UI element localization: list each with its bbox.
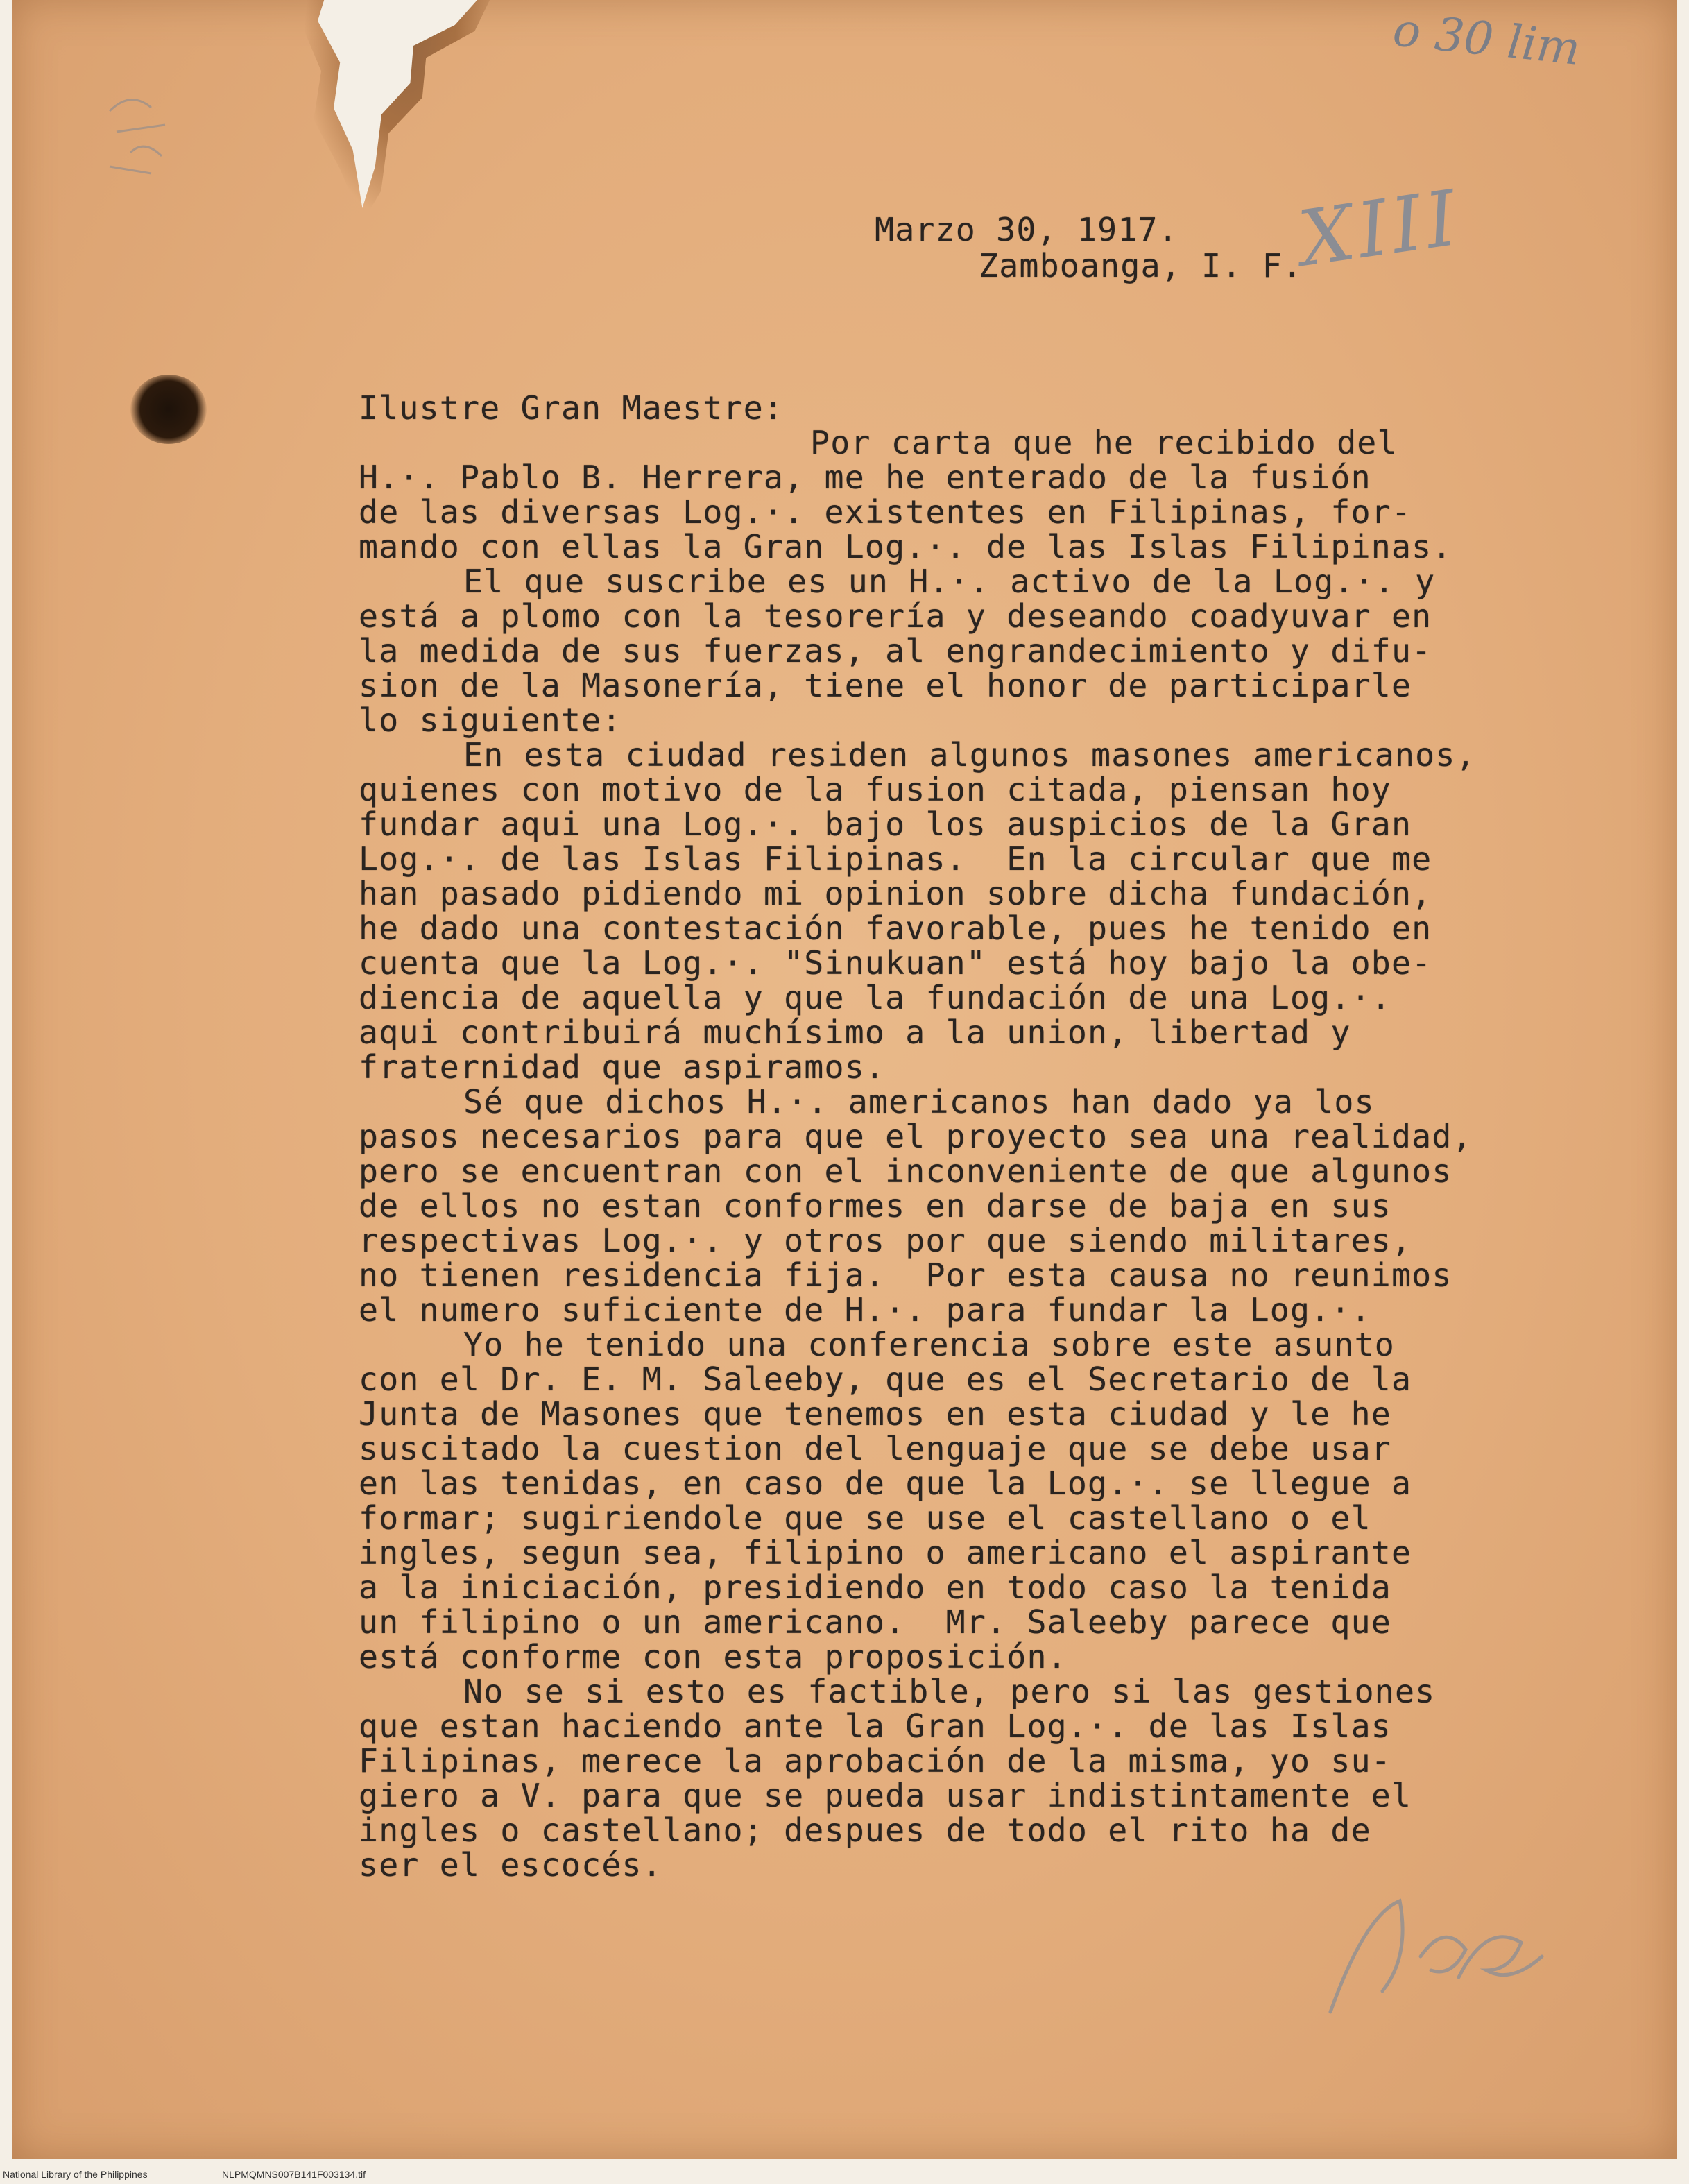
body-line: fraternidad que aspiramos. <box>359 1048 886 1086</box>
body-line: que estan haciendo ante la Gran Log.·. de las Islas <box>359 1707 1391 1745</box>
body-line: diencia de aquella y que la fundación de una Log.·. <box>359 979 1391 1016</box>
body-line: pasos necesarios para que el proyecto sea una realidad, <box>359 1118 1473 1155</box>
body-line: sion de la Masonería, tiene el honor de participarle <box>359 667 1412 704</box>
body-line: en las tenidas, en caso de que la Log.·. se llegue a <box>359 1465 1412 1502</box>
body-line: a la iniciación, presidiendo en todo caso la tenida <box>359 1569 1391 1606</box>
body-line: está a plomo con la tesorería y deseando coadyuvar en <box>359 597 1432 635</box>
body-line: un filipino o un americano. Mr. Saleeby parece que <box>359 1603 1391 1641</box>
body-line: En esta ciudad residen algunos masones americanos, <box>463 736 1476 774</box>
body-line: ingles o castellano; despues de todo el rito ha de <box>359 1811 1371 1849</box>
body-line: Filipinas, merece la aprobación de la misma, yo su- <box>359 1742 1391 1780</box>
body-line: la medida de sus fuerzas, al engrandecimiento y difu- <box>359 632 1432 669</box>
body-line: quienes con motivo de la fusion citada, piensan hoy <box>359 771 1391 808</box>
body-line: Yo he tenido una conferencia sobre este asunto <box>463 1326 1395 1363</box>
body-line: Sé que dichos H.·. americanos han dado ya los <box>463 1083 1375 1120</box>
letter-paper <box>12 0 1677 2159</box>
body-line: giero a V. para que se pueda usar indistintamente el <box>359 1777 1412 1814</box>
letter-body <box>12 0 1677 2159</box>
body-line: El que suscribe es un H.·. activo de la Log.·. y <box>463 563 1436 600</box>
footer-file-id: NLPMQMNS007B141F003134.tif <box>222 2169 366 2180</box>
body-line: Junta de Masones que tenemos en esta ciudad y le he <box>359 1395 1391 1433</box>
body-line: de las diversas Log.·. existentes en Filipinas, for- <box>359 493 1412 531</box>
body-line: suscitado la cuestion del lenguaje que se debe usar <box>359 1430 1391 1467</box>
body-line: cuenta que la Log.·. "Sinukuan" está hoy bajo la obe- <box>359 944 1432 982</box>
pencil-annotation-after-date: XIII <box>1294 173 1466 284</box>
body-line: fundar aqui una Log.·. bajo los auspicios de la Gran <box>359 805 1412 843</box>
body-line: Por carta que he recibido del <box>810 424 1398 461</box>
body-line: con el Dr. E. M. Saleeby, que es el Secretario de la <box>359 1360 1412 1398</box>
body-line: he dado una contestación favorable, pues he tenido en <box>359 910 1432 947</box>
body-line: el numero suficiente de H.·. para fundar la Log.·. <box>359 1291 1371 1329</box>
body-line: mando con ellas la Gran Log.·. de las Islas Filipinas. <box>359 528 1452 565</box>
letter-date: Marzo 30, 1917. <box>875 211 1178 248</box>
body-line: respectivas Log.·. y otros por que siendo militares, <box>359 1222 1412 1259</box>
body-line: pero se encuentran con el inconveniente de que algunos <box>359 1152 1452 1190</box>
body-line: formar; sugiriendole que se use el castellano o el <box>359 1499 1371 1537</box>
letter-place: Zamboanga, I. F. <box>979 247 1303 284</box>
body-line: H.·. Pablo B. Herrera, me he enterado de la fusión <box>359 459 1371 496</box>
letter-salutation: Ilustre Gran Maestre: <box>359 389 785 427</box>
body-line: No se si esto es factible, pero si las gestiones <box>463 1673 1436 1710</box>
pencil-annotation-top-right: o 30 lim <box>1390 3 1583 76</box>
body-line: de ellos no estan conformes en darse de baja en sus <box>359 1187 1391 1225</box>
body-line: no tienen residencia fija. Por esta causa no reunimos <box>359 1256 1452 1294</box>
body-line: aqui contribuirá muchísimo a la union, libertad y <box>359 1014 1351 1051</box>
body-line: está conforme con esta proposición. <box>359 1638 1068 1675</box>
body-line: ser el escocés. <box>359 1846 662 1884</box>
body-line: han pasado pidiendo mi opinion sobre dicha fundación, <box>359 875 1432 912</box>
body-line: Log.·. de las Islas Filipinas. En la circular que me <box>359 840 1432 878</box>
body-line: lo siguiente: <box>359 701 622 739</box>
body-line: ingles, segun sea, filipino o americano el aspirante <box>359 1534 1412 1571</box>
footer-library: National Library of the Philippines <box>3 2169 148 2180</box>
